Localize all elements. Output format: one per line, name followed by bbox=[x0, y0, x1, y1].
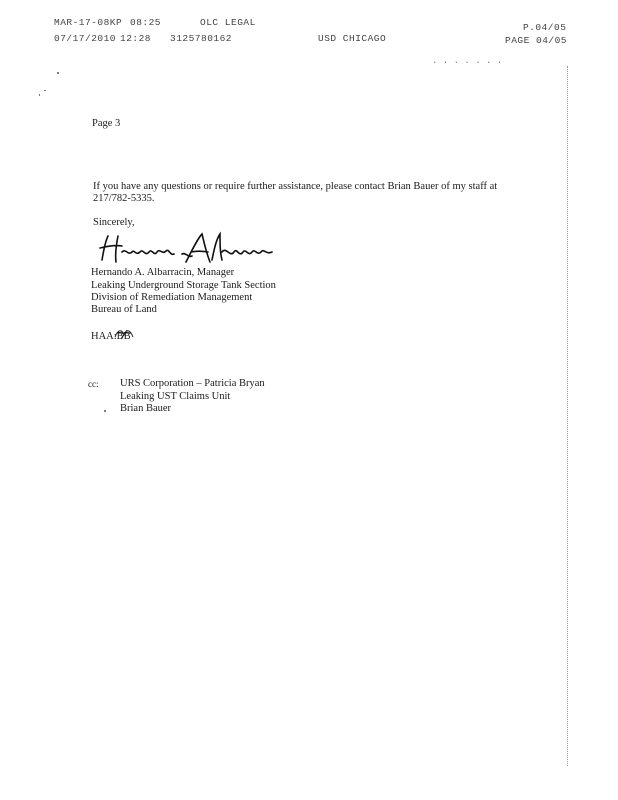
page-edge bbox=[567, 66, 569, 766]
initials: HAA:BB bbox=[91, 331, 131, 342]
closing: Sincerely, bbox=[93, 217, 135, 228]
fax-line2-page: PAGE 04/05 bbox=[505, 35, 568, 46]
scan-dots: · · · · · · · bbox=[432, 58, 503, 68]
body-line-1: If you have any questions or require further assistance, please contact Brian Bauer of my staff at bbox=[93, 181, 498, 192]
fax-line1-date: MAR-17-08KP bbox=[54, 17, 123, 28]
cc-recipient: Leaking UST Claims Unit bbox=[120, 391, 231, 402]
fax-line2-time: 12:28 bbox=[120, 33, 152, 44]
signer-name: Hernando A. Albarracin, Manager bbox=[91, 267, 235, 278]
signer-division: Division of Remediation Management bbox=[91, 292, 253, 303]
body-line-2: 217/782-5335. bbox=[93, 193, 155, 204]
fax-line1-sender: OLC LEGAL bbox=[200, 17, 256, 28]
signer-section: Leaking Underground Storage Tank Section bbox=[91, 280, 276, 291]
scan-speck bbox=[57, 72, 59, 74]
fax-line2-sender: USD CHICAGO bbox=[318, 33, 387, 44]
scan-speck bbox=[44, 90, 46, 91]
fax-line2-date: 07/17/2010 bbox=[54, 33, 117, 44]
fax-line2-number: 3125780162 bbox=[170, 33, 233, 44]
fax-line1-page: P.04/05 bbox=[523, 22, 567, 33]
fax-line1-time: 08:25 bbox=[130, 17, 162, 28]
cc-marker: cc: bbox=[88, 379, 99, 389]
signer-bureau: Bureau of Land bbox=[91, 304, 157, 315]
page-label: Page 3 bbox=[92, 118, 121, 129]
scan-speck bbox=[104, 410, 106, 412]
cc-recipient: URS Corporation – Patricia Bryan bbox=[120, 378, 265, 389]
cc-recipient: Brian Bauer bbox=[120, 403, 172, 414]
scan-speck bbox=[39, 94, 40, 96]
handwritten-signature bbox=[96, 230, 281, 268]
